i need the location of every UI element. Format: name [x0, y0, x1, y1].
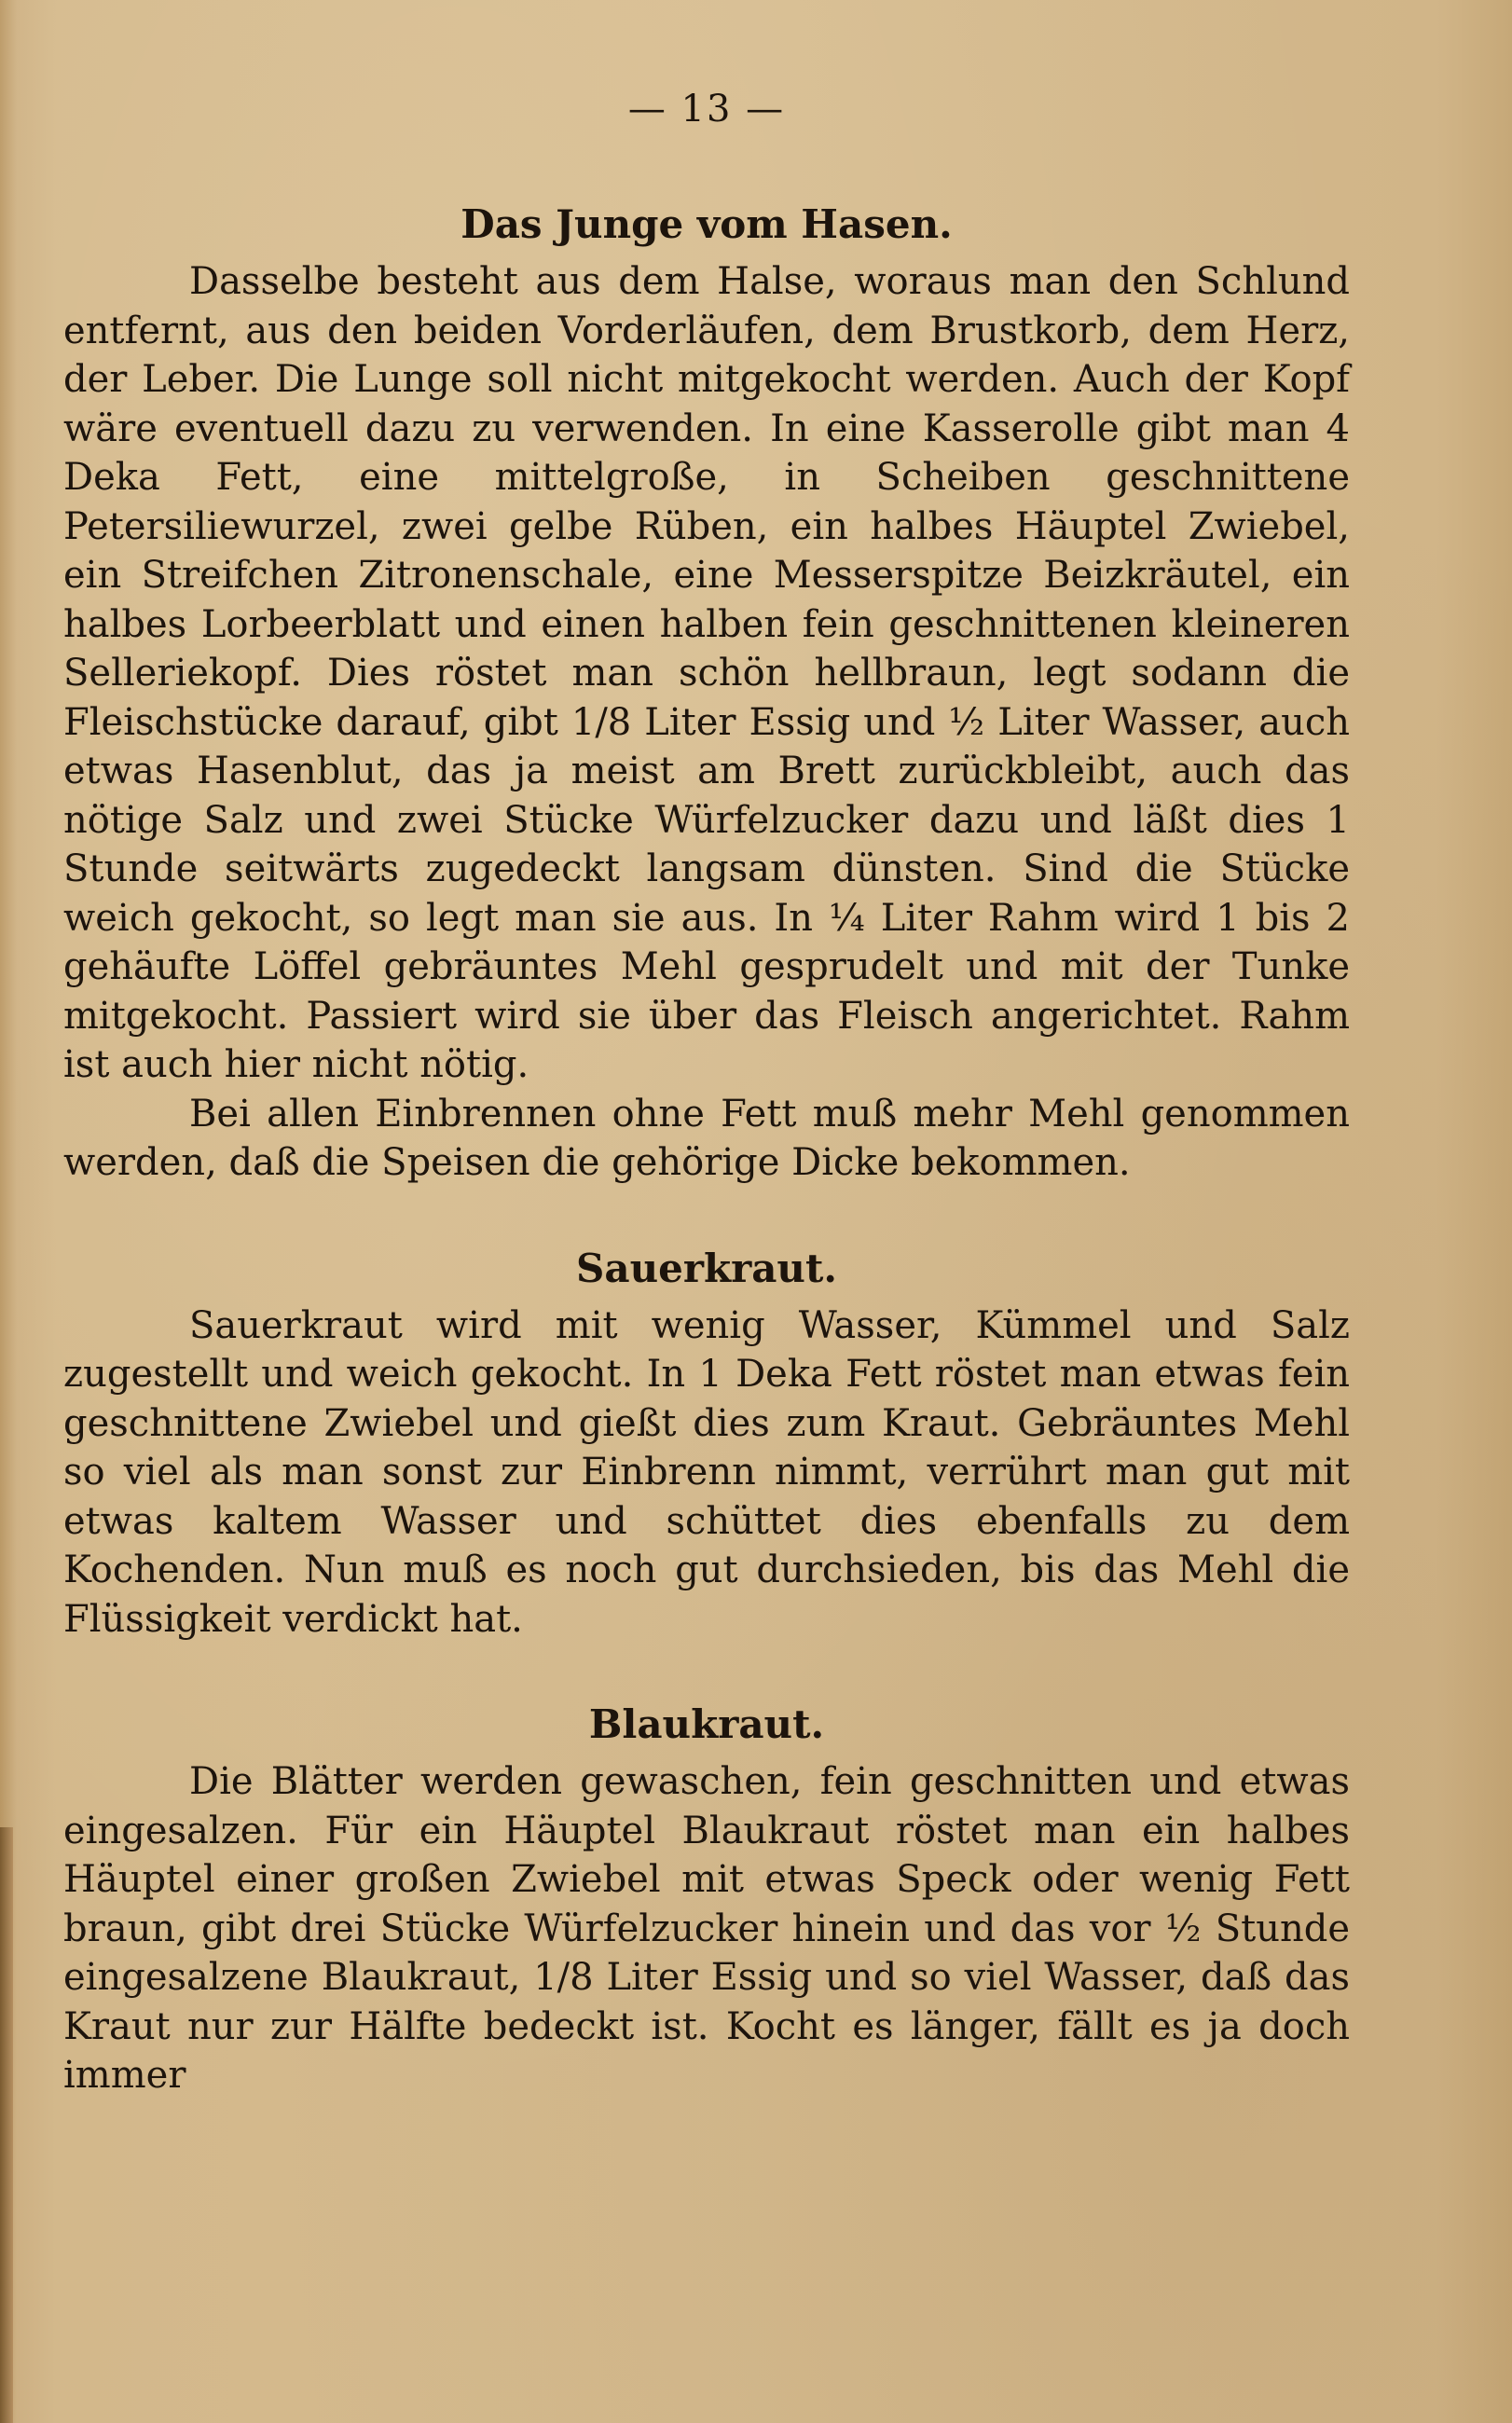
page-content — [63, 76, 1350, 2100]
section-title: Das Junge vom Hasen. — [460, 201, 953, 247]
page-edge-shadow — [0, 1827, 13, 2423]
section-spacer — [63, 1644, 1350, 1698]
paragraph: Die Blätter werden gewaschen, fein geschnitten und etwas eingesalzen. Für ein Häuptel Blaukraut röstet man ein halbes Häuptel einer großen Zwiebel mit etwas Speck oder wenig Fett braun, gibt drei Stücke Würfelzucker hinein und das vor ½ Stunde eingesalzene Blaukraut, 1/8 Liter Essig und so viel Wasser, daß das Kraut nur zur Hälfte bedeckt ist. Kocht es länger, fällt es ja doch immer — [63, 1760, 1350, 2097]
section-title: Blaukraut. — [588, 1701, 825, 1747]
section-title: Sauerkraut. — [576, 1245, 837, 1291]
section-blaukraut — [63, 1698, 1350, 2100]
paragraph: Sauerkraut wird mit wenig Wasser, Kümmel und Salz zugestellt und weich gekocht. In 1 Deka Fett röstet man etwas fein geschnittene Zwiebel und gießt dies zum Kraut. Gebräuntes Mehl so viel als man sonst zur Einbrenn nimmt, verrührt man gut mit etwas kaltem Wasser und schüttet dies ebenfalls zu dem Kochenden. Nun muß es noch gut durchsieden, bis das Mehl die Flüssigkeit verdickt hat. — [63, 1303, 1350, 1641]
section-spacer — [63, 1188, 1350, 1242]
section-hasen — [63, 198, 1350, 1188]
paragraph: Dasselbe besteht aus dem Halse, woraus man den Schlund entfernt, aus den beiden Vorderläufen, dem Brustkorb, dem Herz, der Leber. Die Lunge soll nicht mitgekocht werden. Auch der Kopf wäre eventuell dazu zu verwenden. In eine Kasserolle gibt man 4 Deka Fett, eine mittelgroße, in Scheiben geschnittene Petersiliewurzel, zwei gelbe Rüben, ein halbes Häuptel Zwiebel, ein Streifchen Zitronenschale, eine Messerspitze Beizkräutel, ein halbes Lorbeerblatt und einen halben fein geschnittenen kleineren Selleriekopf. Dies röstet man schön hellbraun, legt sodann die Fleischstücke darauf, gibt 1/8 Liter Essig und ½ Liter Wasser, auch etwas Hasenblut, das ja meist am Brett zurückbleibt, auch das nötige Salz und zwei Stücke Würfelzucker dazu und läßt dies 1 Stunde seitwärts zugedeckt langsam dünsten. Sind die Stücke weich gekocht, so legt man sie aus. In ¼ Liter Rahm wird 1 bis 2 gehäufte Löffel gebräuntes Mehl gesprudelt und mit der Tunke mitgekocht. Passiert wird sie über das Fleisch angerichtet. Rahm ist auch hier nicht nötig. — [63, 260, 1350, 1086]
section-sauerkraut — [63, 1242, 1350, 1645]
page-number: — 13 — — [627, 88, 786, 131]
paragraph: Bei allen Einbrennen ohne Fett muß mehr Mehl genommen werden, daß die Speisen die gehörige Dicke bekommen. — [63, 1092, 1350, 1184]
